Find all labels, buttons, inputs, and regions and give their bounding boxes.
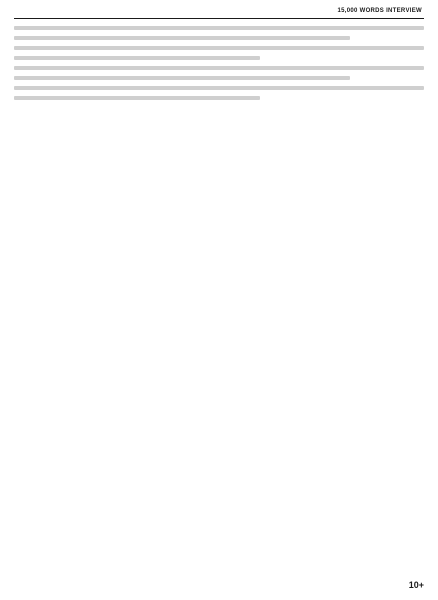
placeholder-line (14, 66, 424, 70)
placeholder-line (14, 56, 260, 60)
article-body-placeholder (14, 26, 424, 568)
header-rule (14, 18, 424, 19)
placeholder-line (14, 36, 350, 40)
placeholder-line (14, 86, 424, 90)
placeholder-line (14, 96, 260, 100)
section-header: 15,000 WORDS INTERVIEW (337, 8, 422, 14)
placeholder-line (14, 46, 424, 50)
placeholder-line (14, 76, 350, 80)
page-number: 10+ (408, 580, 424, 590)
placeholder-line (14, 26, 424, 30)
